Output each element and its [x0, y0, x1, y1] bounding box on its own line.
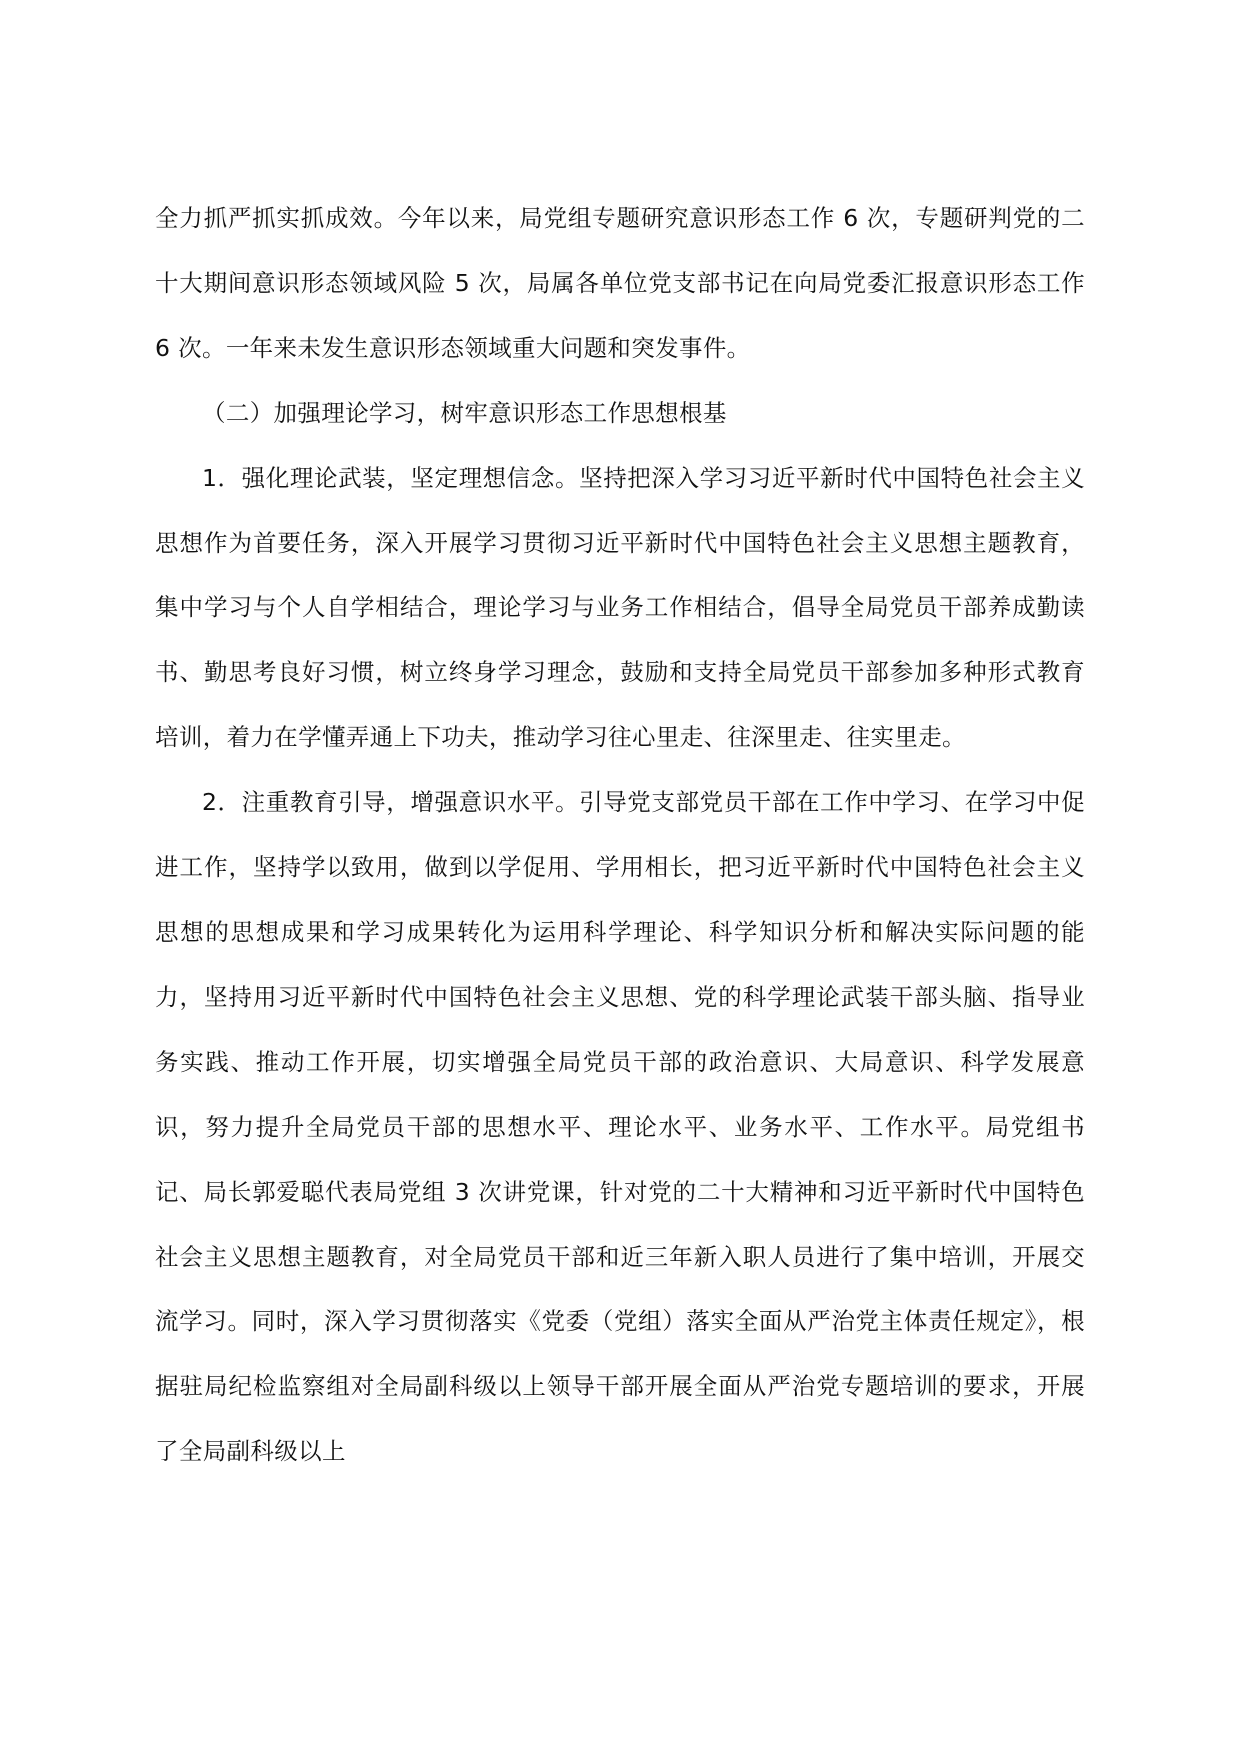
document-body [155, 186, 1085, 1484]
section-heading: （二）加强理论学习，树牢意识形态工作思想根基 [202, 398, 727, 427]
paragraph-1: 全力抓严抓实抓成效。今年以来，局党组专题研究意识形态工作 6 次，专题研判党的二十大期间意识形态领域风险 5 次，局属各单位党支部书记在向局党委汇报意识形态工作 6 次。一年来未发生意识形态领域重大问题和突发事件。 [155, 204, 1085, 362]
paragraph-3: 1．强化理论武装，坚定理想信念。坚持把深入学习习近平新时代中国特色社会主义思想作为首要任务，深入开展学习贯彻习近平新时代中国特色社会主义思想主题教育，集中学习与个人自学相结合，理论学习与业务工作相结合，倡导全局党员干部养成勤读书、勤思考良好习惯，树立终身学习理念，鼓励和支持全局党员干部参加多种形式教育培训，着力在学懂弄通上下功夫，推动学习往心里走、往深里走、往实里走。 [155, 463, 1085, 752]
paragraph-4: 2．注重教育引导，增强意识水平。引导党支部党员干部在工作中学习、在学习中促进工作，坚持学以致用，做到以学促用、学用相长，把习近平新时代中国特色社会主义思想的思想成果和学习成果转化为运用科学理论、科学知识分析和解决实际问题的能力，坚持用习近平新时代中国特色社会主义思想、党的科学理论武装干部头脑、指导业务实践、推动工作开展，切实增强全局党员干部的政治意识、大局意识、科学发展意识，努力提升全局党员干部的思想水平、理论水平、业务水平、工作水平。局党组书记、局长郭爱聪代表局党组 3 次讲党课，针对党的二十大精神和习近平新时代中国特色社会主义思想主题教育，对全局党员干部和近三年新入职人员进行了集中培训，开展交流学习。同时，深入学习贯彻落实《党委（党组）落实全面从严治党主体责任规定》，根据驻局纪检监察组对全局副科级以上领导干部开展全面从严治党专题培训的要求，开展了全局副科级以上 [155, 788, 1085, 1466]
